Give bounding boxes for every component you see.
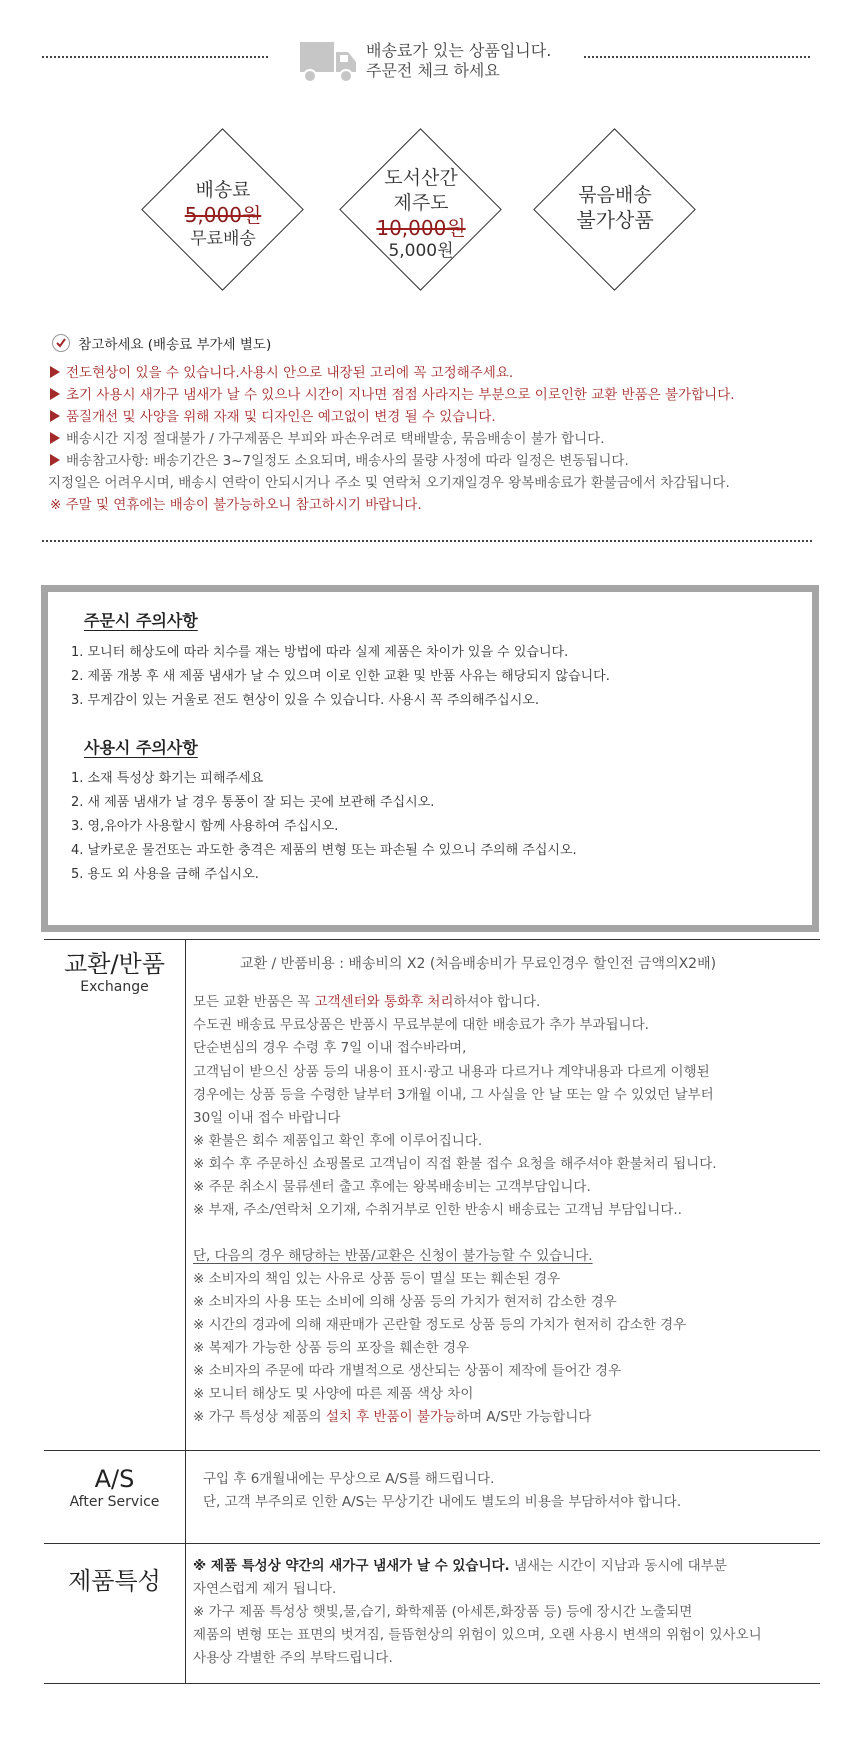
triangle-bullet-icon xyxy=(50,432,60,444)
note-item: 품질개선 및 사양을 위해 자재 및 디자인은 예고없이 변경 될 수 있습니다. xyxy=(50,406,496,428)
check-note xyxy=(52,334,271,356)
exchange-line-red: ※ 주문 취소시 물류센터 출고 후에는 왕복배송비는 고객부담입니다. xyxy=(193,1179,591,1195)
product-title: 제품특성 xyxy=(68,1567,161,1595)
exchange-line: ※ 회수 후 주문하신 쇼핑몰로 고객님이 직접 환불 접수 요청을 해주셔야 환불처리 됩니다. xyxy=(193,1156,717,1172)
exchange-line: 30일 이내 접수 바랍니다 xyxy=(193,1110,341,1126)
product-line: 제품의 변형 또는 표면의 벗겨짐, 들뜸현상의 위험이 있으며, 오랜 사용시 변색의 위험이 있사오니 xyxy=(193,1627,762,1643)
note-item: 전도현상이 있을 수 있습니다.사용시 안으로 내장된 고리에 꼭 고정해주세요. xyxy=(50,362,513,384)
exchange-case-final: ※ 가구 특성상 제품의 설치 후 반품이 불가능하며 A/S만 가능합니다 xyxy=(193,1409,592,1425)
as-line: 단, 고객 부주의로 인한 A/S는 무상기간 내에도 별도의 비용을 부담하셔야 합니다. xyxy=(203,1494,682,1510)
table-top-border xyxy=(44,939,820,940)
table-row-divider xyxy=(44,1450,820,1451)
exchange-header xyxy=(44,950,185,996)
product-line: ※ 가구 제품 특성상 햇빛,물,습기, 화학제품 (아세톤,화장품 등) 등에 장시간 노출되면 xyxy=(193,1604,693,1620)
diamond-bundle-text xyxy=(530,183,700,233)
exchange-subtitle: Exchange xyxy=(80,979,149,995)
note-item: 배송시간 지정 절대불가 / 가구제품은 부피와 파손우려로 택배발송, 묶음배송이 불가 합니다. xyxy=(50,428,605,450)
product-line: 사용상 각별한 주의 부탁드립니다. xyxy=(193,1650,393,1666)
note-item: 초기 사용시 새가구 냄새가 날 수 있으나 시간이 지나면 점점 사라지는 부분으로 이로인한 교환 반품은 불가합니다. xyxy=(50,384,735,406)
remote-fee-discounted: 5,000원 xyxy=(388,241,454,261)
exchange-fee: 교환 / 반품비용 : 배송비의 X2 (처음배송비가 무료인경우 할인전 금액의X2배) xyxy=(240,956,717,972)
triangle-bullet-icon xyxy=(50,366,60,378)
table-row-divider xyxy=(44,1543,820,1544)
as-subtitle: After Service xyxy=(69,1494,160,1510)
use-caution-item: 3. 영,유아가 사용할시 함께 사용하여 주십시오. xyxy=(71,819,339,834)
use-caution-title: 사용시 주의사항 xyxy=(84,738,198,757)
triangle-bullet-icon xyxy=(50,388,60,400)
shipping-fee-free: 무료배송 xyxy=(190,229,256,249)
exchange-line: 수도권 배송료 무료상품은 반품시 무료부분에 대한 배송료가 추가 부과됩니다. xyxy=(193,1017,649,1033)
exchange-cases-title: 단, 다음의 경우 해당하는 반품/교환은 신청이 불가능할 수 있습니다. xyxy=(193,1248,593,1264)
diamond-remote-area-text xyxy=(336,166,506,261)
use-caution-item: 1. 소재 특성상 화기는 피해주세요 xyxy=(71,771,264,786)
exchange-line: 경우에는 상품 등을 수령한 날부터 3개월 이내, 그 사실을 안 날 또는 알 수 있었던 날부터 xyxy=(193,1087,714,1103)
check-icon xyxy=(52,334,70,352)
table-bottom-border xyxy=(44,1683,820,1684)
as-header xyxy=(44,1465,185,1511)
diamond-shipping-fee-text xyxy=(138,178,308,250)
product-header xyxy=(44,1567,185,1595)
exchange-line: ※ 부재, 주소/연락처 오기재, 수취거부로 인한 반송시 배송료는 고객님 부담입니다.. xyxy=(193,1202,682,1218)
table-column-divider xyxy=(185,939,186,1683)
order-caution-item: 1. 모니터 해상도에 따라 치수를 재는 방법에 따라 실제 제품은 차이가 있을 수 있습니다. xyxy=(71,645,569,660)
use-caution-item: 4. 날카로운 물건또는 과도한 충격은 제품의 변형 또는 파손될 수 있으니 주의해 주십시오. xyxy=(71,843,577,858)
exchange-case: ※ 소비자의 사용 또는 소비에 의해 상품 등의 가치가 현저히 감소한 경우 xyxy=(193,1294,617,1310)
order-caution-title: 주문시 주의사항 xyxy=(84,611,198,630)
order-caution-item: 2. 제품 개봉 후 새 제품 냄새가 날 수 있으며 이로 인한 교환 및 반품 사유는 해당되지 않습니다. xyxy=(71,669,610,684)
triangle-bullet-icon xyxy=(50,410,60,422)
product-line: 자연스럽게 제거 됩니다. xyxy=(193,1581,337,1597)
shipping-fee-label: 배송료 xyxy=(195,179,251,201)
jeju-label: 제주도 xyxy=(393,192,449,214)
shipping-fee-original: 5,000원 xyxy=(184,203,262,227)
remote-fee-original: 10,000원 xyxy=(376,216,466,240)
header-divider-left xyxy=(42,56,268,58)
notes-divider xyxy=(42,540,812,542)
note-item: 배송참고사항: 배송기간은 3~7일정도 소요되며, 배송사의 물량 사정에 따라 일정은 변동됩니다. xyxy=(50,450,629,472)
as-line: 구입 후 6개월내에는 무상으로 A/S를 해드립니다. xyxy=(203,1471,495,1487)
header-divider-right xyxy=(584,56,810,58)
truck-icon xyxy=(300,40,358,84)
exchange-case: ※ 소비자의 주문에 따라 개별적으로 생산되는 상품이 제작에 들어간 경우 xyxy=(193,1363,622,1379)
exchange-case: ※ 모니터 해상도 및 사양에 따른 제품 색상 차이 xyxy=(193,1386,474,1402)
exchange-case: ※ 소비자의 책임 있는 사유로 상품 등이 멸실 또는 훼손된 경우 xyxy=(193,1271,561,1287)
bundle-unavailable: 불가상품 xyxy=(576,208,654,232)
exchange-line: ※ 환불은 회수 제품입고 확인 후에 이루어집니다. xyxy=(193,1133,483,1149)
order-caution-item: 3. 무게감이 있는 거울로 전도 현상이 있을 수 있습니다. 사용시 꼭 주의해주십시오. xyxy=(71,693,539,708)
use-caution-item: 2. 새 제품 냄새가 날 경우 통풍이 잘 되는 곳에 보관해 주십시오. xyxy=(71,795,435,810)
header-line-1: 배송료가 있는 상품입니다. xyxy=(366,41,552,60)
product-line: ※ 제품 특성상 약간의 새가구 냄새가 날 수 있습니다. 냄새는 시간이 지남과 동시에 대부분 xyxy=(193,1558,727,1574)
remote-area-label: 도서산간 xyxy=(384,167,458,189)
exchange-title: 교환/반품 xyxy=(64,950,165,978)
exchange-line: 고객님이 받으신 상품 등의 내용이 표시·광고 내용과 다르거나 계약내용과 다르게 이행된 xyxy=(193,1064,710,1080)
bundle-label: 묶음배송 xyxy=(578,184,652,206)
header-line-2: 주문전 체크 하세요 xyxy=(366,61,500,80)
triangle-bullet-icon xyxy=(50,454,60,466)
as-title: A/S xyxy=(94,1465,135,1493)
exchange-line: 모든 교환 반품은 꼭 고객센터와 통화후 처리하셔야 합니다. xyxy=(193,994,541,1010)
note-weekend: ※ 주말 및 연휴에는 배송이 불가능하오니 참고하시기 바랍니다. xyxy=(50,497,422,513)
check-note-text: 참고하세요 (배송료 부가세 별도) xyxy=(78,337,272,353)
note-extra: 지정일은 어려우시며, 배송시 연락이 안되시거나 주소 및 연락처 오기재일경우 왕복배송료가 환불금에서 차감됩니다. xyxy=(48,475,730,491)
exchange-line: 단순변심의 경우 수령 후 7일 이내 접수바라며, xyxy=(193,1040,467,1056)
exchange-case: ※ 복제가 가능한 상품 등의 포장을 훼손한 경우 xyxy=(193,1340,470,1356)
use-caution-item: 5. 용도 외 사용을 금해 주십시오. xyxy=(71,867,259,882)
header-notice xyxy=(366,41,551,81)
exchange-case: ※ 시간의 경과에 의해 재판매가 곤란할 정도로 상품 등의 가치가 현저히 감소한 경우 xyxy=(193,1317,687,1333)
